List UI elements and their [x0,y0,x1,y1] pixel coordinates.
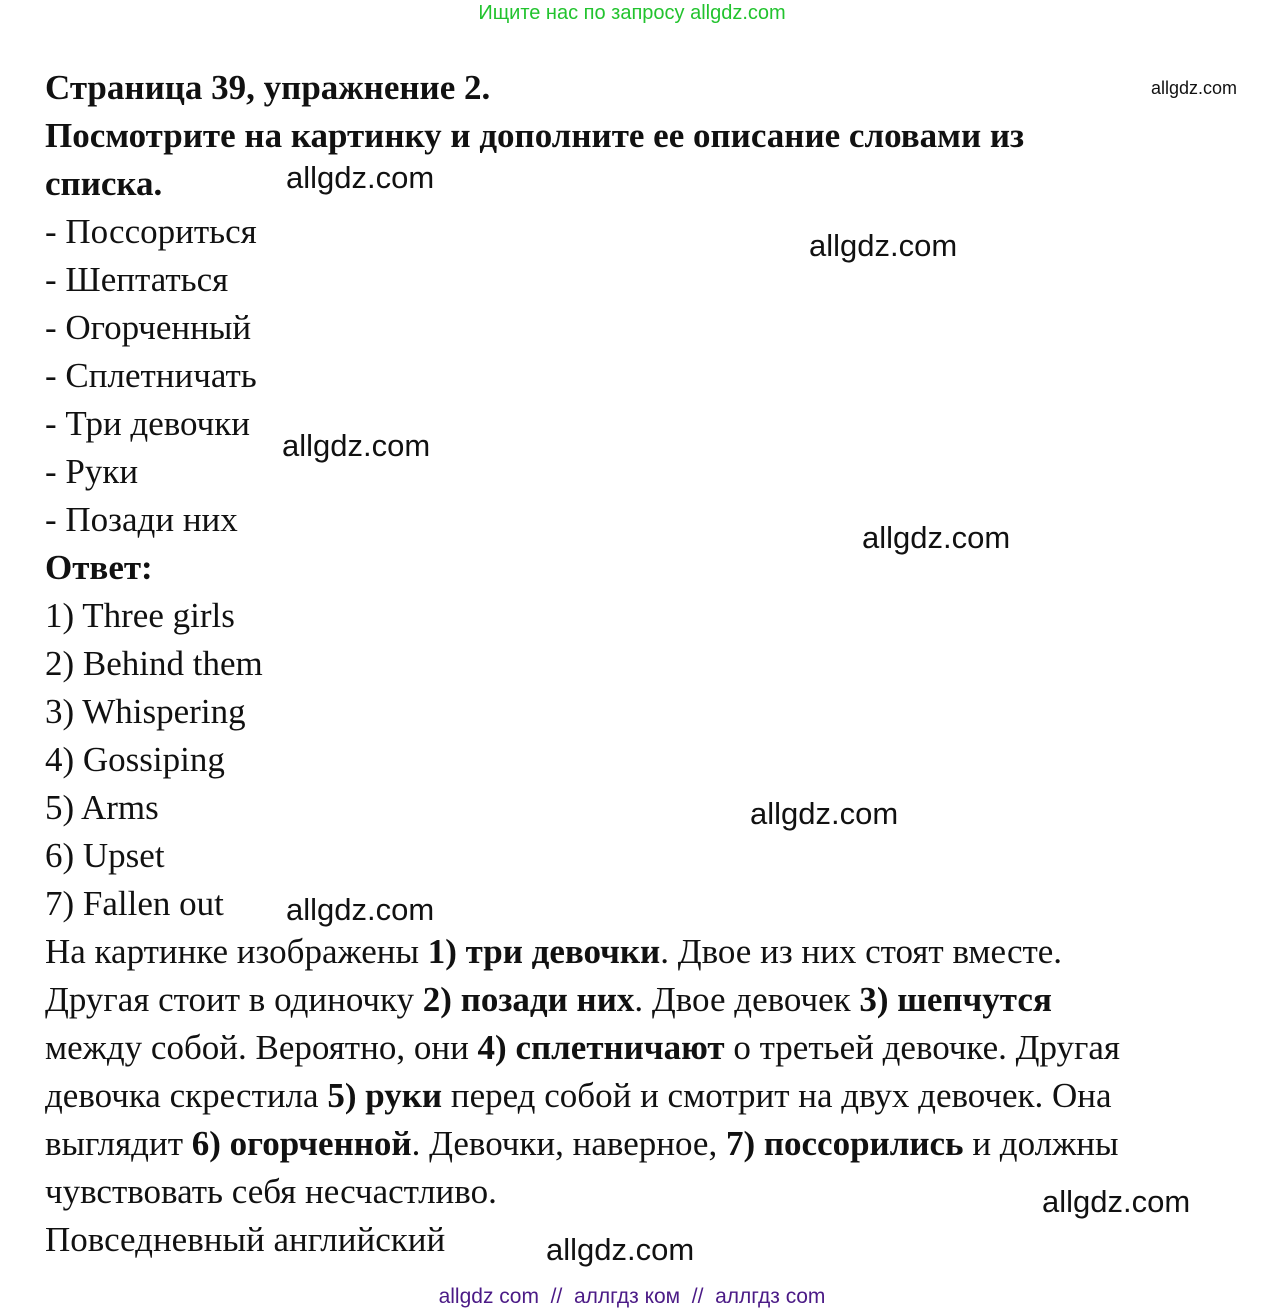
paragraph-line [45,1024,1255,1072]
top-banner: Ищите нас по запросу allgdz.com [478,2,786,24]
answer-inline: 5) руки [327,1076,443,1115]
answer-inline: 3) шепчутся [859,980,1052,1019]
answer-item: 7) Fallen out [45,884,224,923]
text: о третьей девочке. Другая [724,1028,1121,1067]
watermark: allgdz.com [862,520,1011,555]
answer-inline: 7) поссорились [725,1124,964,1163]
word-item: - Позади них [45,500,238,539]
watermark: allgdz.com [546,1232,695,1267]
exercise-title: Страница 39, упражнение 2. [45,68,491,107]
text: . Двое из них стоят вместе. [660,932,1063,971]
answer-inline: 2) позади них [422,980,635,1019]
watermark: allgdz.com [1042,1184,1191,1219]
word-item: - Сплетничать [45,356,257,395]
watermark: allgdz.com [750,796,899,831]
word-item: - Руки [45,452,139,491]
watermark: allgdz.com [286,160,435,195]
text: девочка скрестила [45,1076,328,1115]
answer-item: 4) Gossiping [45,740,225,779]
paragraph-line [45,928,1255,976]
word-item: - Огорченный [45,308,252,347]
answer-inline: 4) сплетничают [477,1028,725,1067]
text: выглядит [45,1124,192,1163]
text: между собой. Вероятно, они [45,1028,478,1067]
paragraph-line [45,976,1255,1024]
text: перед собой и смотрит на двух девочек. Она [442,1076,1112,1115]
watermark: allgdz.com [286,892,435,927]
source-line: Повседневный английский [45,1220,446,1259]
watermark: allgdz.com [282,428,431,463]
text: . Двое девочек [634,980,860,1019]
answer-inline: 1) три девочки [427,932,661,971]
instruction-line: списка. [45,164,163,203]
answer-item: 2) Behind them [45,644,263,683]
text: Другая стоит в одиночку [45,980,423,1019]
exercise-content [45,64,1255,1264]
header-watermark: allgdz.com [1151,78,1238,98]
answer-inline: 6) огорченной [191,1124,412,1163]
text: . Девочки, наверное, [411,1124,726,1163]
paragraph-line [45,1120,1255,1168]
text: На картинке изображены [45,932,428,971]
answer-item: 1) Three girls [45,596,235,635]
footer-links: allgdz com // аллгдз ком // аллгдз com [438,1285,826,1308]
watermark: allgdz.com [809,228,958,263]
answer-label: Ответ: [45,548,153,587]
paragraph-line: чувствовать себя несчастливо. [45,1172,497,1211]
text: и должны [963,1124,1119,1163]
word-item: - Три девочки [45,404,250,443]
answer-item: 3) Whispering [45,692,246,731]
word-item: - Поссориться [45,212,257,251]
answer-item: 6) Upset [45,836,165,875]
paragraph-line [45,1072,1255,1120]
answer-item: 5) Arms [45,788,159,827]
word-item: - Шептаться [45,260,229,299]
instruction-line: Посмотрите на картинку и дополните ее описание словами из [45,116,1025,155]
